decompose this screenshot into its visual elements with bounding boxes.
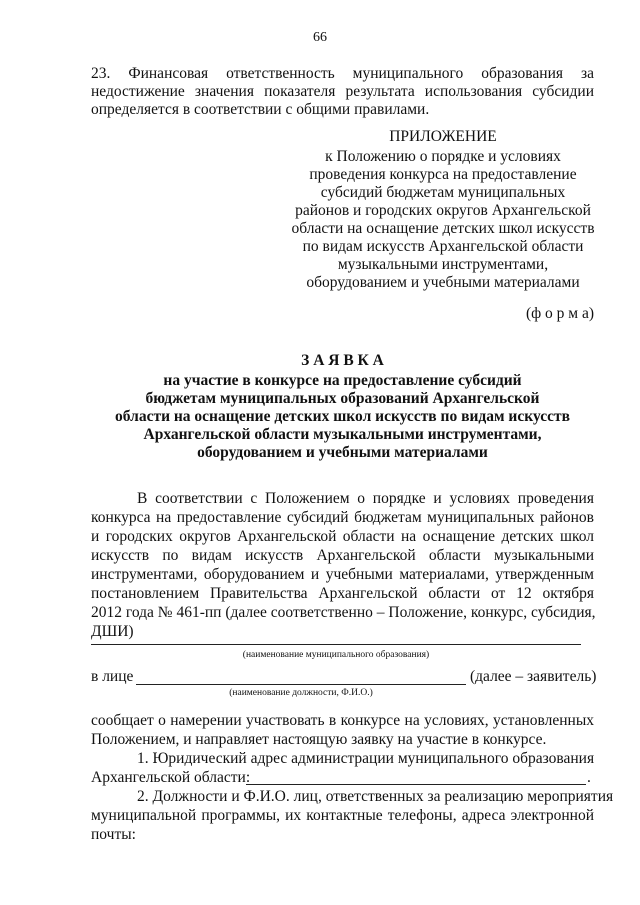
appendix-title: ПРИЛОЖЕНИЕ [389, 128, 497, 145]
legal-address-field-line[interactable] [246, 784, 586, 785]
intro-line: конкурса на предоставление субсидий бюджетам муниципальных районов [91, 509, 594, 526]
heading-line: области на оснащение детских школ искусств по видам искусств [115, 408, 570, 425]
applicant-suffix: (далее – заявитель) [470, 668, 597, 685]
item1-end: . [587, 769, 591, 786]
appendix-line: субсидий бюджетам муниципальных [320, 184, 566, 201]
intro-line: искусств по видам искусств Архангельской области музыкальными [91, 547, 594, 564]
heading-line: бюджетам муниципальных образований Архангельской [145, 390, 540, 407]
appendix-line: области на оснащение детских школ искусств [291, 220, 595, 237]
item2-line: муниципальной программы, их контактные телефоны, адреса электронной [91, 807, 594, 824]
intro-line: и городских округов Архангельской области на оснащение детских школ [91, 528, 594, 545]
appendix-line: проведения конкурса на предоставление [309, 166, 577, 183]
body-line: Положением, и направляет настоящую заявку на участие в конкурсе. [91, 731, 547, 748]
heading-line: оборудованием и учебными материалами [197, 444, 488, 461]
appendix-line: музыкальными инструментами, [337, 256, 549, 273]
heading-line: Архангельской области музыкальными инструментами, [143, 426, 542, 443]
intro-line: В соответствии с Положением о порядке и условиях проведения [137, 490, 594, 507]
section23-line-2: недостижение значения показателя результата использования субсидии [91, 83, 594, 100]
section23-line-1: 23. Финансовая ответственность муниципального образования за [91, 65, 594, 82]
represented-by-label: в лице [91, 668, 134, 685]
section23-line-3: определяется в соответствии с общими правилами. [91, 101, 430, 118]
appendix-line: к Положению о порядке и условиях [325, 148, 561, 165]
item2-line: почты: [91, 826, 136, 843]
item1-label: Архангельской области: [91, 769, 251, 786]
heading-line: на участие в конкурсе на предоставление субсидий [163, 372, 522, 389]
item2-line: 2. Должности и Ф.И.О. лиц, ответственных за реализацию мероприятия [137, 788, 614, 805]
appendix-line: районов и городских округов Архангельской [295, 202, 591, 219]
municipality-caption: (наименование муниципального образования) [242, 650, 430, 660]
position-name-field-line[interactable] [136, 684, 466, 685]
form-label: (ф о р м а) [525, 305, 594, 322]
intro-line: 2012 года № 461-пп (далее соответственно – Положение, конкурс, субсидия, [91, 604, 596, 621]
application-title: З А Я В К А [301, 352, 384, 369]
page-number: 66 [313, 30, 327, 45]
intro-line: инструментами, оборудованием и учебными материалами, утвержденным [91, 566, 594, 583]
appendix-line: по видам искусств Архангельской области [302, 238, 584, 255]
intro-line: постановлением Правительства Архангельской области от 12 октября [91, 585, 594, 602]
item1-line: 1. Юридический адрес администрации муниципального образования [137, 750, 595, 767]
intro-line: ДШИ) [91, 623, 134, 640]
body-line: сообщает о намерении участвовать в конкурсе на условиях, установленных [91, 712, 594, 729]
position-caption: (наименование должности, Ф.И.О.) [229, 688, 373, 698]
appendix-line: оборудованием и учебными материалами [306, 274, 580, 291]
municipality-field-line[interactable] [91, 644, 581, 645]
